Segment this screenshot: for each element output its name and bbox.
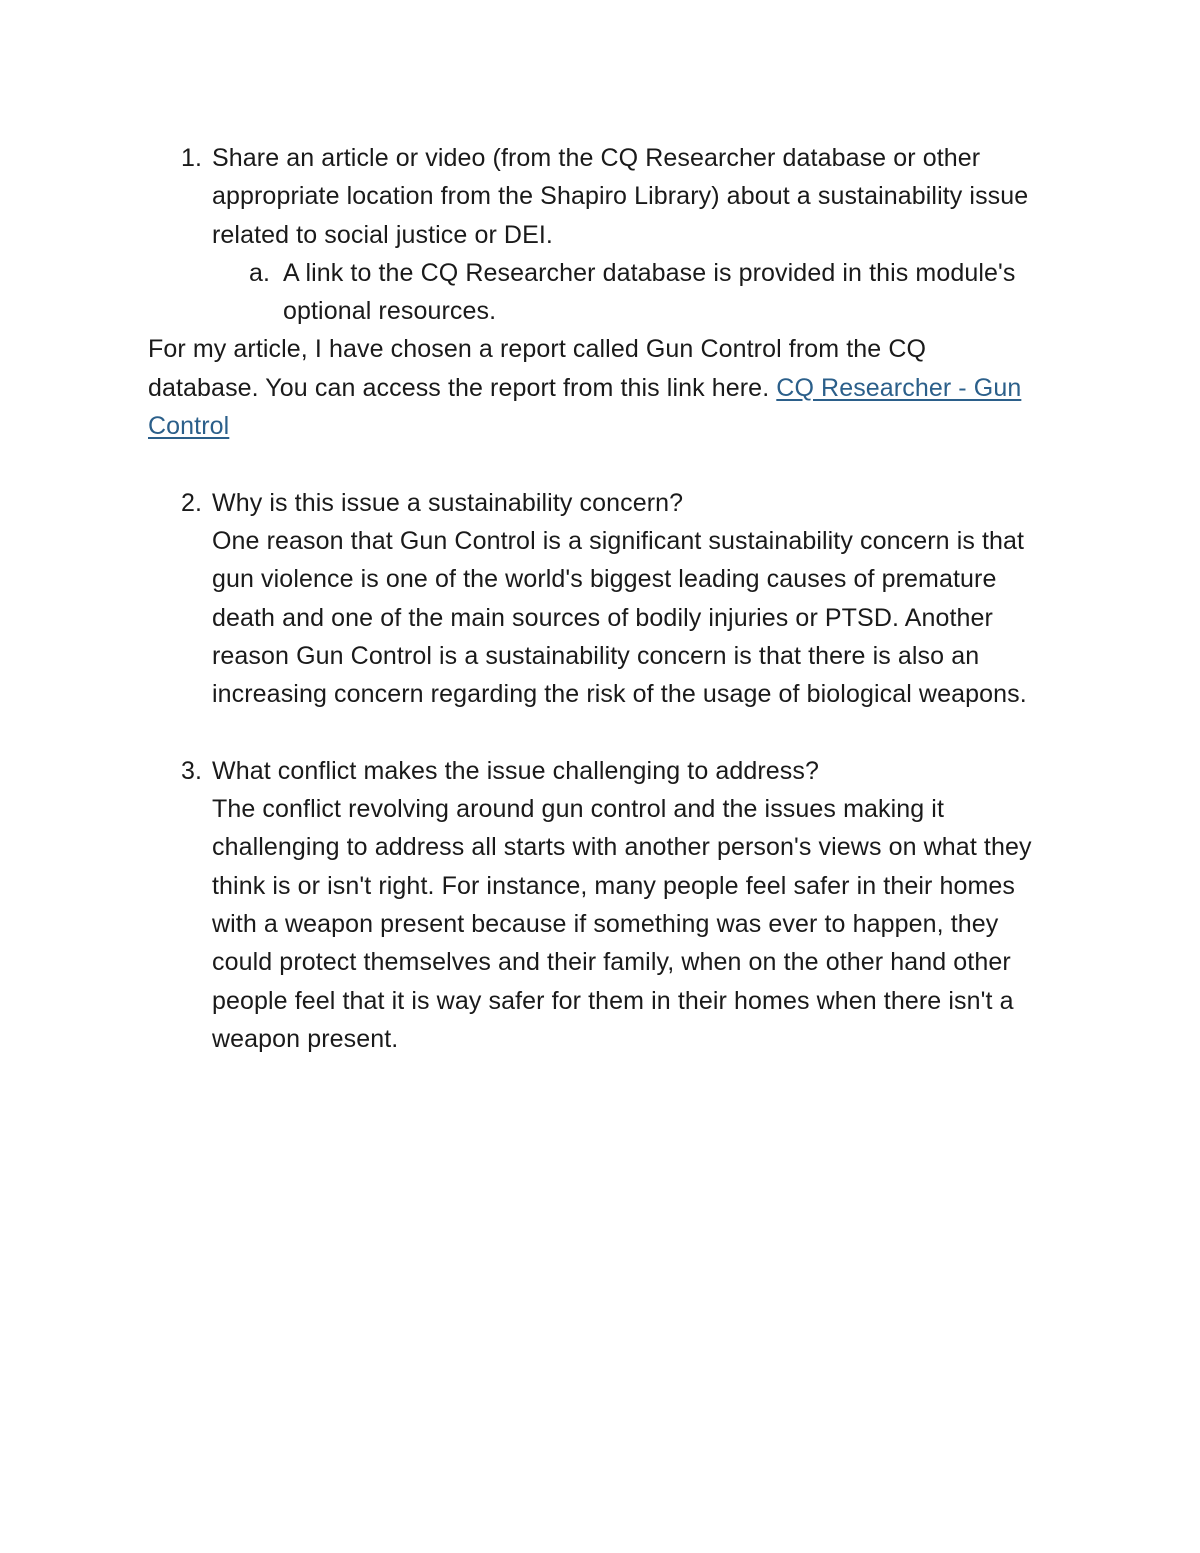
paragraph-text: For my article, I have chosen a report called Gun Control from the CQ database. You can access the report from this link here. bbox=[148, 335, 927, 402]
answer-text: One reason that Gun Control is a significant sustainability concern is that gun violence is one of the world's biggest leading causes of premature death and one of the main sources of bodily injuries or PTSD. Another reason Gun Control is a sustainability concern is that there is also an increasing concern regarding the risk of the usage of biological weapons. bbox=[212, 526, 1027, 709]
blank-line bbox=[142, 445, 1062, 483]
list-item-2 bbox=[142, 484, 1062, 714]
list-item-content bbox=[212, 752, 1062, 1058]
list-item-3 bbox=[142, 752, 1062, 1058]
article-paragraph bbox=[142, 330, 1028, 445]
article-link[interactable]: CQ Researcher - Gun Control bbox=[148, 373, 1022, 441]
document-body bbox=[142, 139, 1062, 1058]
answer-text: The conflict revolving around gun control and the issues making it challenging to address all starts with another person's views on what they think is or isn't right. For instance, many people feel safer in their homes with a weapon present because if something was ever to happen, they could protect themselves and their family, when on the other hand other people feel that it is way safer for them in their homes when there isn't a weapon present. bbox=[212, 795, 1032, 1053]
list-number: 1. bbox=[180, 144, 202, 172]
question-text: Why is this issue a sustainability concern? bbox=[212, 488, 684, 517]
list-item-1 bbox=[142, 139, 1062, 254]
question-text: What conflict makes the issue challenging to address? bbox=[212, 756, 820, 785]
list-item-text: Share an article or video (from the CQ Researcher database or other appropriate location from the Shapiro Library) about a sustainability issue related to social justice or DEI. bbox=[212, 144, 1029, 249]
sub-list-item-a bbox=[212, 254, 1062, 331]
list-item-content bbox=[212, 484, 1062, 714]
sub-list-letter: a. bbox=[248, 258, 270, 287]
blank-line bbox=[142, 713, 1062, 751]
list-number: 3. bbox=[180, 756, 202, 785]
list-number: 2. bbox=[180, 488, 202, 517]
sub-list-item-text: A link to the CQ Researcher database is provided in this module's optional resources. bbox=[283, 258, 1016, 326]
